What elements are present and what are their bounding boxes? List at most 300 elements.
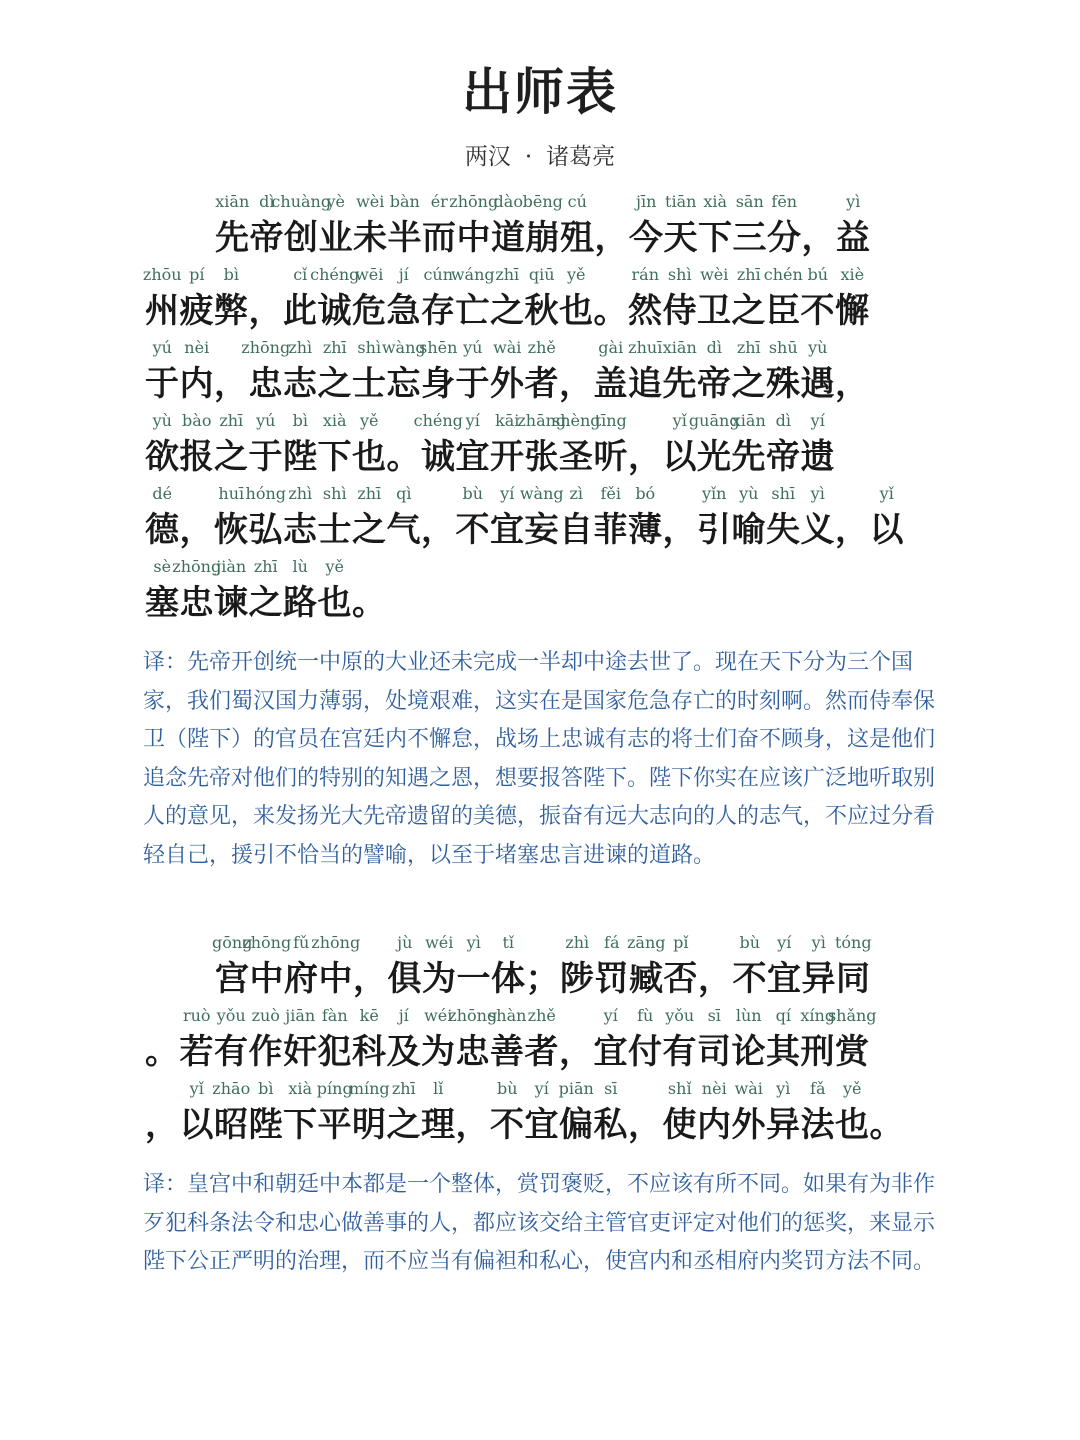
pinyin-syllable: bó [635,484,656,503]
pinyin-syllable: lùn [735,1006,762,1025]
hanzi-char: 外 [731,1105,766,1145]
pinyin-syllable: zhōng [449,192,499,211]
pinyin-syllable: dì [775,411,791,430]
pinyin-syllable: yù [808,338,828,357]
pinyin-syllable: jiàn [216,557,247,576]
pinyin-syllable: chéng [310,265,360,284]
pinyin-syllable: yì [846,192,861,211]
hanzi-char: ， [662,510,697,550]
hanzi-char: 赏 [835,1032,870,1072]
hanzi-char: 也 [835,1105,870,1145]
pinyin-syllable: pí [189,265,205,284]
pinyin-syllable: zhě [527,338,556,357]
pinyin-syllable: xià [322,411,347,430]
pinyin-syllable: dì [259,192,275,211]
hanzi-char: 三 [732,218,767,258]
hanzi-char: 先 [662,364,697,404]
hanzi-char: 之 [386,1105,421,1145]
hanzi-char: ， [179,510,214,550]
hanzi-char: 之 [731,364,766,404]
hanzi-char: 府 [284,959,319,999]
hanzi-char: 之 [731,291,766,331]
pinyin-syllable: píng [316,1079,353,1098]
hanzi-char: ， [559,1032,594,1072]
hanzi-char: 宜 [524,1105,559,1145]
hanzi-char: 秋 [524,291,559,331]
hanzi-char: 为 [421,1032,456,1072]
pinyin-syllable: guāng [688,411,740,430]
hanzi-char: 外 [490,364,525,404]
hanzi-char: 崩 [525,218,560,258]
hanzi-char: 以 [179,1105,214,1145]
hanzi-char: 志 [283,510,318,550]
hanzi-char: 及 [386,1032,421,1072]
pinyin-syllable: bú [807,265,829,284]
hanzi-char: 也 [352,437,387,477]
hanzi-char: 遗 [800,437,835,477]
pinyin-syllable: bù [462,484,484,503]
hanzi-char: ， [628,437,663,477]
pinyin-syllable: yǒu [665,1006,695,1025]
hanzi-char: 益 [836,218,871,258]
hanzi-char: 为 [422,959,457,999]
hanzi-char: 忠 [179,583,214,623]
hanzi-char: 先 [731,437,766,477]
hanzi-char: 也 [317,583,352,623]
hanzi-char: 之 [214,437,249,477]
pinyin-syllable: bào [182,411,212,430]
hanzi-char: 道 [491,218,526,258]
pinyin-syllable: pǐ [673,933,689,952]
hanzi-char: 引 [697,510,732,550]
pinyin-syllable: jù [397,933,413,952]
pinyin-syllable: wèi [356,192,385,211]
hanzi-char: 陛 [248,1105,283,1145]
classical-text-line [145,429,935,478]
hanzi-char: 亡 [455,291,490,331]
hanzi-char: 不 [800,291,835,331]
hanzi-char: 急 [386,291,421,331]
hanzi-char: 报 [179,437,214,477]
pinyin-syllable: chéng [413,411,463,430]
pinyin-syllable: wéi [425,933,454,952]
dynasty: 两汉 [464,144,511,170]
hanzi-char: 于 [455,364,490,404]
hanzi-char: 中 [249,959,284,999]
classical-text-line [145,283,935,332]
pinyin-syllable: shì [667,265,692,284]
pinyin-syllable: qí [775,1006,791,1025]
hanzi-char: 身 [421,364,456,404]
hanzi-char: 下 [317,437,352,477]
pinyin-syllable: zhī [391,1079,416,1098]
hanzi-char: 中 [318,959,353,999]
hanzi-char: 下 [698,218,733,258]
pinyin-syllable: cú [567,192,587,211]
hanzi-char: 士 [352,364,387,404]
hanzi-char: 殊 [766,364,801,404]
hanzi-char: ， [421,510,456,550]
pinyin-syllable: zhōu [142,265,182,284]
author-line [0,138,1080,171]
pinyin-syllable: xià [703,192,728,211]
hanzi-char: 欲 [145,437,180,477]
hanzi-char: 忠 [248,364,283,404]
pinyin-syllable: wàng [381,338,426,357]
hanzi-char: 犯 [317,1032,352,1072]
hanzi-char: 作 [248,1032,283,1072]
hanzi-char: ， [353,959,388,999]
hanzi-char: 者 [524,364,559,404]
pinyin-syllable: dé [152,484,173,503]
hanzi-char: 俱 [387,959,422,999]
hanzi-char: 其 [766,1032,801,1072]
hanzi-char: 臧 [629,959,664,999]
pinyin-syllable: wēi [355,265,384,284]
hanzi-char: 司 [697,1032,732,1072]
pinyin-syllable: shàn [488,1006,527,1025]
hanzi-char: 私 [593,1105,628,1145]
hanzi-char: 。 [593,291,628,331]
hanzi-char: 诚 [317,291,352,331]
hanzi-char: 付 [628,1032,663,1072]
hanzi-char: 半 [387,218,422,258]
hanzi-char: 先 [215,218,250,258]
hanzi-char: 弘 [248,510,283,550]
hanzi-char: 于 [248,437,283,477]
hanzi-char: ； [525,959,560,999]
pinyin-syllable: zhāng [517,411,567,430]
hanzi-char: 平 [317,1105,352,1145]
hanzi-char: 一 [456,959,491,999]
hanzi-char: 之 [317,364,352,404]
hanzi-char: 。 [869,1105,904,1145]
hanzi-char: ， [145,1105,180,1145]
hanzi-char: 帝 [697,364,732,404]
hanzi-char: 薄 [628,510,663,550]
hanzi-char: 。 [352,583,387,623]
hanzi-char: 创 [284,218,319,258]
separator: · [524,144,533,170]
pinyin-syllable: cún [423,265,454,284]
hanzi-char: 异 [766,1105,801,1145]
hanzi-char: 内 [697,1105,732,1145]
hanzi-char: 士 [317,510,352,550]
hanzi-char: ， [835,364,870,404]
pinyin-syllable: bù [739,933,761,952]
pinyin-syllable: dì [706,338,722,357]
pinyin-syllable: xià [288,1079,313,1098]
hanzi-char: 疲 [179,291,214,331]
hanzi-char: 懈 [835,291,870,331]
hanzi-char: 。 [386,437,421,477]
hanzi-char: 不 [732,959,767,999]
pinyin-syllable: wài [734,1079,763,1098]
pinyin-line [145,338,935,410]
pinyin-syllable: yí [465,411,480,430]
hanzi-char: ， [698,959,733,999]
pinyin-syllable: xiān [662,338,697,357]
pinyin-line [145,192,935,264]
hanzi-char: 若 [179,1032,214,1072]
pinyin-syllable: zhōng [242,933,292,952]
pinyin-syllable: zhī [253,557,278,576]
pinyin-syllable: jí [398,1006,409,1025]
pinyin-syllable: fěi [600,484,622,503]
pinyin-syllable: yí [603,1006,618,1025]
hanzi-char: 塞 [145,583,180,623]
pinyin-syllable: fù [637,1006,654,1025]
hanzi-char: ， [835,510,870,550]
pinyin-syllable: xiān [215,192,250,211]
pinyin-syllable: shì [357,338,382,357]
pinyin-syllable: zhuī [628,338,663,357]
pinyin-syllable: zhì [565,933,590,952]
pinyin-syllable: wàng [519,484,564,503]
hanzi-char: 下 [283,1105,318,1145]
pinyin-syllable: zhī [495,265,520,284]
classical-text-line [145,575,935,624]
pinyin-syllable: yě [359,411,379,430]
hanzi-char: 论 [731,1032,766,1072]
hanzi-char: 谏 [214,583,249,623]
pinyin-syllable: chuàng [271,192,332,211]
pinyin-line [142,265,935,337]
pinyin-syllable: bì [292,411,308,430]
pinyin-syllable: zhī [357,484,382,503]
pinyin-syllable: yú [463,338,483,357]
pinyin-syllable: shèng [551,411,601,430]
pinyin-syllable: xiān [731,411,766,430]
pinyin-syllable: shū [768,338,798,357]
hanzi-char: 陛 [283,437,318,477]
hanzi-char: 有 [214,1032,249,1072]
hanzi-char: 体 [491,959,526,999]
hanzi-char: 天 [663,218,698,258]
pinyin-syllable: zhě [527,1006,556,1025]
hanzi-char: 刑 [800,1032,835,1072]
classical-text-line [145,356,935,405]
pinyin-syllable: yí [534,1079,549,1098]
hanzi-char: 卫 [697,291,732,331]
pinyin-line [145,1006,935,1078]
pinyin-syllable: yì [811,933,826,952]
hanzi-char: 业 [318,218,353,258]
pinyin-syllable: chén [763,265,803,284]
pinyin-syllable: yì [776,1079,791,1098]
hanzi-char: 同 [836,959,871,999]
hanzi-char: 州 [145,291,180,331]
pinyin-syllable: yì [810,484,825,503]
pinyin-line [145,411,935,483]
pinyin-syllable: zhōng [311,933,361,952]
hanzi-char: 之 [490,291,525,331]
hanzi-char: 宜 [593,1032,628,1072]
hanzi-char: 昭 [214,1105,249,1145]
pinyin-line [145,557,935,629]
pinyin-syllable: shì [322,484,347,503]
pinyin-syllable: yí [777,933,792,952]
pinyin-syllable: fǎ [810,1079,826,1098]
hanzi-char: 志 [283,364,318,404]
hanzi-char: 帝 [766,437,801,477]
pinyin-syllable: wáng [450,265,495,284]
pinyin-syllable: shǎng [827,1006,877,1025]
pinyin-syllable: yě [566,265,586,284]
pinyin-syllable: xíng [800,1006,836,1025]
hanzi-char: ， [455,1105,490,1145]
pinyin-syllable: hóng [245,484,286,503]
pinyin-syllable: lù [292,557,308,576]
pinyin-syllable: fàn [321,1006,348,1025]
pinyin-syllable: nèi [701,1079,727,1098]
pinyin-syllable: sān [735,192,764,211]
hanzi-char: 奸 [283,1032,318,1072]
hanzi-char: 未 [353,218,388,258]
hanzi-char: 圣 [559,437,594,477]
hanzi-char: 忠 [455,1032,490,1072]
pinyin-syllable: lǐ [433,1079,444,1098]
hanzi-char: 之 [248,583,283,623]
hanzi-char: 明 [352,1105,387,1145]
pinyin-syllable: fǔ [293,933,310,952]
pinyin-syllable: zhì [288,338,313,357]
pinyin-syllable: bàn [389,192,420,211]
hanzi-char: 分 [767,218,802,258]
hanzi-char: 偏 [559,1105,594,1145]
pinyin-syllable: nèi [184,338,210,357]
hanzi-char: 张 [524,437,559,477]
hanzi-char: 德 [145,510,180,550]
pinyin-syllable: míng [348,1079,390,1098]
pinyin-syllable: kāi [495,411,520,430]
pinyin-syllable: qì [396,484,412,503]
pinyin-syllable: zhōng [448,1006,498,1025]
hanzi-char: 开 [490,437,525,477]
pinyin-syllable: yǐ [879,484,894,503]
hanzi-char: 内 [179,364,214,404]
author-name: 诸葛亮 [546,144,616,170]
hanzi-char: 恢 [214,510,249,550]
hanzi-char: 使 [662,1105,697,1145]
hanzi-char: 存 [421,291,456,331]
hanzi-char: 气 [386,510,421,550]
hanzi-char: 忘 [386,364,421,404]
pinyin-syllable: yì [466,933,481,952]
hanzi-char: ， [214,364,249,404]
pinyin-syllable: piān [558,1079,594,1098]
hanzi-char: 者 [524,1032,559,1072]
pinyin-syllable: ruò [182,1006,211,1025]
pinyin-syllable: yǒu [216,1006,246,1025]
hanzi-char: 遇 [800,364,835,404]
classical-text-line [145,502,935,551]
hanzi-char: 自 [559,510,594,550]
pinyin-syllable: bì [258,1079,274,1098]
hanzi-char: 危 [352,291,387,331]
hanzi-char: ， [594,218,629,258]
hanzi-char: 宜 [767,959,802,999]
pinyin-syllable: yù [739,484,759,503]
pinyin-syllable: zāng [626,933,666,952]
pinyin-syllable: zhì [288,484,313,503]
hanzi-char: 追 [628,364,663,404]
pinyin-syllable: qiū [528,265,555,284]
hanzi-char: 异 [801,959,836,999]
pinyin-syllable: bì [223,265,239,284]
hanzi-char: 宫 [215,959,250,999]
page-title: 出师表 [462,62,618,121]
pinyin-syllable: zhī [322,338,347,357]
classical-text-line [145,1024,935,1073]
pinyin-syllable: yǐ [672,411,687,430]
pinyin-syllable: zhāo [212,1079,251,1098]
pinyin-syllable: fá [604,933,620,952]
hanzi-char: 光 [697,437,732,477]
pinyin-syllable: zhī [736,338,761,357]
hanzi-char: 菲 [593,510,628,550]
pinyin-syllable: sè [153,557,172,576]
hanzi-char: 。 [145,1032,180,1072]
classical-text-line [145,210,935,259]
pinyin-syllable: bù [496,1079,518,1098]
hanzi-char: 不 [455,510,490,550]
hanzi-char: 盖 [593,364,628,404]
hanzi-char: 中 [456,218,491,258]
pinyin-syllable: tīng [594,411,627,430]
hanzi-char: 路 [283,583,318,623]
hanzi-char: 否 [663,959,698,999]
pinyin-syllable: yú [256,411,276,430]
pinyin-syllable: yǐ [189,1079,204,1098]
pinyin-syllable: xiè [840,265,865,284]
hanzi-char: 也 [559,291,594,331]
pinyin-syllable: sī [604,1079,618,1098]
pinyin-syllable: shī [771,484,796,503]
hanzi-char: 宜 [490,510,525,550]
hanzi-char: ， [248,291,283,331]
pinyin-syllable: yè [326,192,346,211]
hanzi-char: 喻 [731,510,766,550]
pinyin-syllable: kē [359,1006,379,1025]
pinyin-syllable: shēn [419,338,458,357]
pinyin-syllable: zhī [219,411,244,430]
pinyin-syllable: shǐ [667,1079,692,1098]
hanzi-char: 于 [145,364,180,404]
hanzi-char: 帝 [249,218,284,258]
hanzi-char: 科 [352,1032,387,1072]
translation-paragraph-1: 译：先帝开创统一中原的大业还未完成一半却中途去世了。现在天下分为三个国家，我们蜀汉国力薄弱，处境艰难，这实在是国家危急存亡的时刻啊。然而侍奉保卫（陛下）的官员在宫廷内不懈怠，战场上忠诚有志的将士们奋不顾身，这是他们追念先帝对他们的特别的知遇之恩，想要报答陛下。陛下你实在应该广泛地听取别人的意见，来发扬光大先帝遗留的美德，振奋有远大志向的人的志气，不应过分看轻自己，援引不恰当的譬喻，以至于堵塞忠言进谏的道路。 [143,650,936,868]
pinyin-syllable: yǐn [702,484,727,503]
pinyin-syllable: bēng [522,192,563,211]
hanzi-char: 听 [593,437,628,477]
pinyin-syllable: dào [493,192,523,211]
hanzi-char: 陟 [560,959,595,999]
pinyin-syllable: tóng [834,933,872,952]
pinyin-syllable: yí [810,411,825,430]
hanzi-char: 此 [283,291,318,331]
hanzi-char: 法 [800,1105,835,1145]
pinyin-syllable: sī [707,1006,721,1025]
hanzi-char: 义 [800,510,835,550]
pinyin-syllable: zuò [251,1006,280,1025]
pinyin-syllable: tǐ [502,933,515,952]
pinyin-syllable: jīn [636,192,657,211]
pinyin-syllable: wài [493,338,522,357]
pinyin-syllable: jiān [285,1006,316,1025]
pinyin-line [145,933,935,1005]
pinyin-line [145,1079,935,1151]
